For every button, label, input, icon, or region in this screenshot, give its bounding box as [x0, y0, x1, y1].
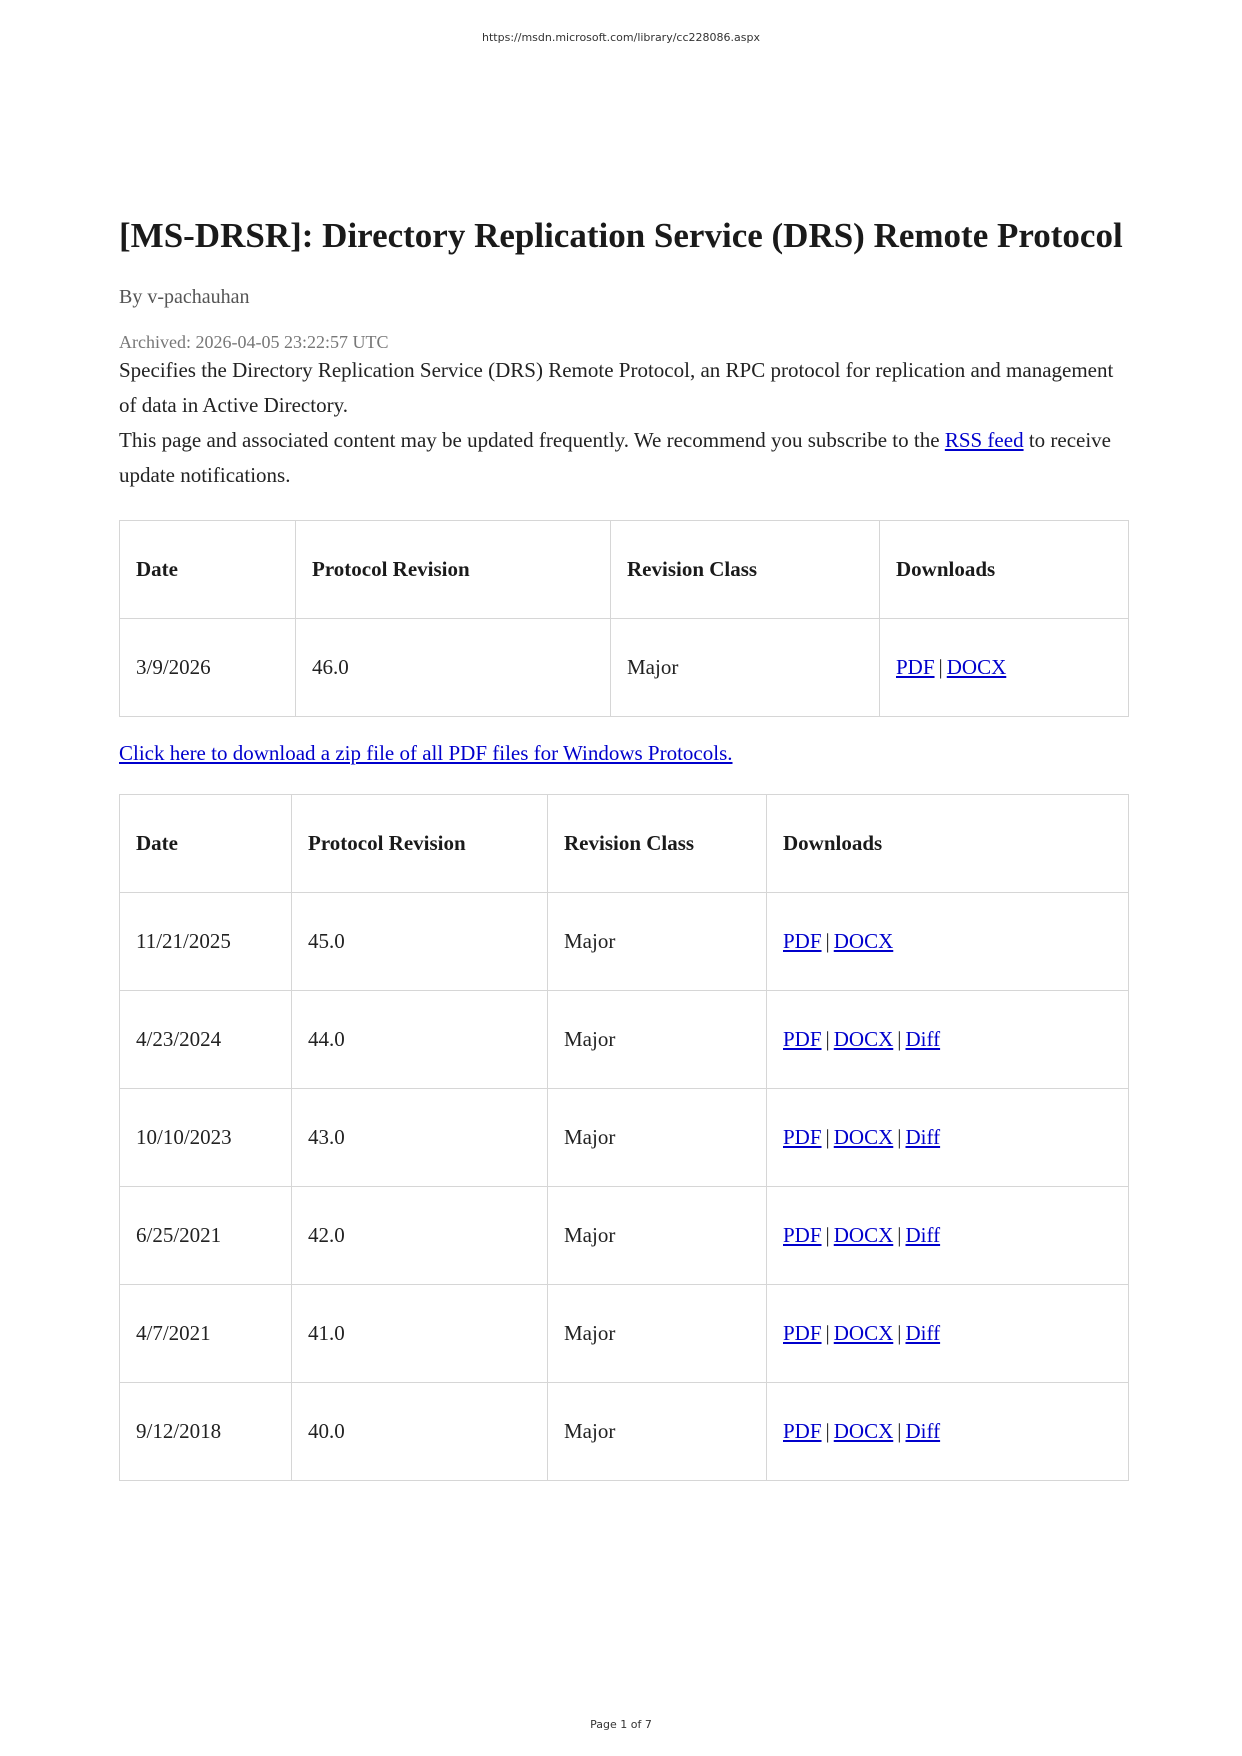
current-revision-table	[119, 520, 1129, 717]
pdf-link[interactable]: PDF	[783, 1419, 822, 1443]
rss-feed-link[interactable]: RSS feed	[944, 428, 1024, 452]
docx-link[interactable]: DOCX	[833, 929, 894, 953]
cell-class: Major	[548, 1187, 767, 1285]
column-header-protocol-revision: Protocol Revision	[296, 521, 611, 619]
separator: |	[897, 1419, 902, 1443]
column-header-date: Date	[120, 795, 292, 893]
cell-date: 10/10/2023	[120, 1089, 292, 1187]
zip-download-link[interactable]: Click here to download a zip file of all PDF files for Windows Protocols.	[119, 741, 733, 765]
table-row	[120, 1383, 1129, 1481]
pdf-link[interactable]: PDF	[783, 1027, 822, 1051]
separator: |	[897, 1223, 902, 1247]
cell-date: 4/23/2024	[120, 991, 292, 1089]
docx-link[interactable]: DOCX	[833, 1321, 894, 1345]
diff-link[interactable]: Diff	[905, 1125, 941, 1149]
docx-link[interactable]: DOCX	[833, 1223, 894, 1247]
update-notice-text-before: This page and associated content may be updated frequently. We recommend you subscribe to the	[119, 428, 945, 452]
cell-revision: 42.0	[292, 1187, 548, 1285]
cell-downloads	[880, 619, 1129, 717]
cell-class: Major	[548, 1383, 767, 1481]
separator: |	[825, 1223, 830, 1247]
zip-download-line	[119, 738, 1128, 768]
cell-class: Major	[548, 1285, 767, 1383]
table-row	[120, 991, 1129, 1089]
cell-date: 9/12/2018	[120, 1383, 292, 1481]
column-header-revision-class: Revision Class	[548, 795, 767, 893]
column-header-revision-class: Revision Class	[611, 521, 880, 619]
separator: |	[825, 1321, 830, 1345]
table-row	[120, 1187, 1129, 1285]
cell-date: 4/7/2021	[120, 1285, 292, 1383]
cell-downloads	[767, 1285, 1129, 1383]
pdf-link[interactable]: PDF	[783, 1321, 822, 1345]
cell-downloads	[767, 1089, 1129, 1187]
docx-link[interactable]: DOCX	[833, 1419, 894, 1443]
update-notice-text-after: to receive update notifications.	[119, 428, 1112, 487]
diff-link[interactable]: Diff	[905, 1321, 941, 1345]
separator: |	[938, 655, 943, 679]
diff-link[interactable]: Diff	[905, 1027, 941, 1051]
separator: |	[825, 1027, 830, 1051]
docx-link[interactable]: DOCX	[833, 1125, 894, 1149]
column-header-downloads: Downloads	[880, 521, 1129, 619]
separator: |	[825, 1125, 830, 1149]
cell-class: Major	[548, 893, 767, 991]
protocol-description: Specifies the Directory Replication Service (DRS) Remote Protocol, an RPC protocol for replication and management of data in Active Directory.	[119, 358, 1114, 417]
table-row	[120, 619, 1129, 717]
cell-revision: 46.0	[296, 619, 611, 717]
pdf-link[interactable]: PDF	[783, 1125, 822, 1149]
cell-revision: 41.0	[292, 1285, 548, 1383]
table-header-row	[120, 521, 1129, 619]
archived-timestamp: Archived: 2026-04-05 23:22:57 UTC	[119, 332, 389, 352]
cell-class: Major	[611, 619, 880, 717]
cell-date: 11/21/2025	[120, 893, 292, 991]
source-url: https://msdn.microsoft.com/library/cc228086.aspx	[482, 31, 760, 44]
revision-history-table	[119, 794, 1129, 1481]
pdf-link[interactable]: PDF	[783, 1223, 822, 1247]
column-header-protocol-revision: Protocol Revision	[292, 795, 548, 893]
table-row	[120, 893, 1129, 991]
article	[119, 214, 1128, 1481]
author-byline: By v-pachauhan	[119, 286, 250, 308]
cell-date: 6/25/2021	[120, 1187, 292, 1285]
cell-revision: 43.0	[292, 1089, 548, 1187]
cell-downloads	[767, 1383, 1129, 1481]
cell-class: Major	[548, 991, 767, 1089]
table-header-row	[120, 795, 1129, 893]
update-notice	[119, 423, 1128, 493]
cell-revision: 45.0	[292, 893, 548, 991]
column-header-downloads: Downloads	[767, 795, 1129, 893]
separator: |	[897, 1321, 902, 1345]
separator: |	[825, 929, 830, 953]
cell-downloads	[767, 1187, 1129, 1285]
cell-date: 3/9/2026	[120, 619, 296, 717]
separator: |	[897, 1125, 902, 1149]
page-title: [MS-DRSR]: Directory Replication Service (DRS) Remote Protocol	[119, 216, 1123, 255]
table-row	[120, 1285, 1129, 1383]
docx-link[interactable]: DOCX	[946, 655, 1007, 679]
cell-downloads	[767, 991, 1129, 1089]
pdf-link[interactable]: PDF	[783, 929, 822, 953]
pdf-link[interactable]: PDF	[896, 655, 935, 679]
cell-revision: 40.0	[292, 1383, 548, 1481]
cell-class: Major	[548, 1089, 767, 1187]
docx-link[interactable]: DOCX	[833, 1027, 894, 1051]
table-row	[120, 1089, 1129, 1187]
cell-revision: 44.0	[292, 991, 548, 1089]
diff-link[interactable]: Diff	[905, 1223, 941, 1247]
cell-downloads	[767, 893, 1129, 991]
separator: |	[825, 1419, 830, 1443]
separator: |	[897, 1027, 902, 1051]
page-number: Page 1 of 7	[590, 1718, 652, 1731]
column-header-date: Date	[120, 521, 296, 619]
diff-link[interactable]: Diff	[905, 1419, 941, 1443]
